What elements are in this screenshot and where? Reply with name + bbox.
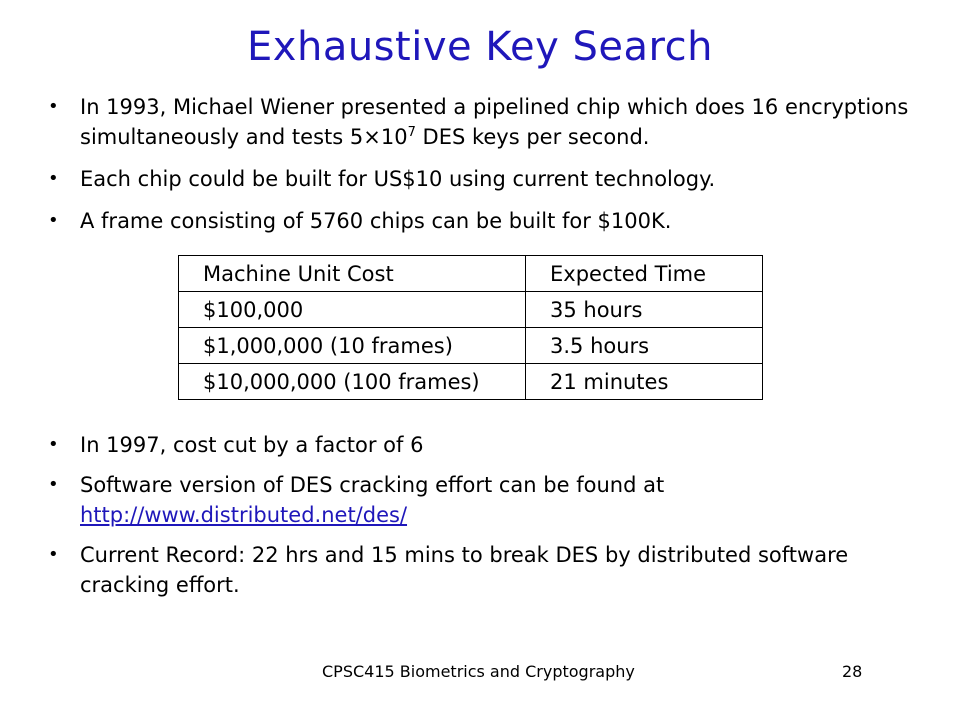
bullet-item — [46, 540, 926, 600]
bullet-dot-icon: • — [48, 210, 59, 231]
bullet-item — [46, 430, 926, 460]
bullet-item — [46, 164, 926, 194]
table-row — [179, 364, 763, 400]
power-base: 10 — [380, 125, 408, 149]
table-cell: $100,000 — [179, 292, 526, 328]
bullet-text: Each chip could be built for US$10 using current technology. — [80, 167, 716, 191]
bullet-dot-icon: • — [48, 168, 59, 189]
bullet-dot-icon: • — [48, 474, 59, 495]
top-bullet-list — [46, 92, 926, 236]
bullet-item — [46, 92, 926, 152]
bullet-text: In 1997, cost cut by a factor of 6 — [80, 433, 424, 457]
bullet-dot-icon: • — [48, 544, 59, 565]
bottom-bullet-list — [46, 430, 926, 600]
cost-table — [178, 255, 763, 400]
bullet-item — [46, 470, 926, 530]
bullet-text: A frame consisting of 5760 chips can be built for $100K. — [80, 209, 672, 233]
bullet-text-part: DES keys per second. — [415, 125, 650, 149]
bullet-text: Software version of DES cracking effort can be found at — [80, 473, 665, 497]
bullet-text: Current Record: 22 hrs and 15 mins to break DES by distributed software cracking effort. — [80, 543, 849, 597]
bullet-dot-icon: • — [48, 96, 59, 117]
table-cell: 35 hours — [526, 292, 763, 328]
times-sign: × — [363, 125, 381, 149]
table-row — [179, 328, 763, 364]
bullet-item — [46, 206, 926, 236]
bullet-dot-icon: • — [48, 434, 59, 455]
table-header-cell: Expected Time — [526, 256, 763, 292]
table-cell: $1,000,000 (10 frames) — [179, 328, 526, 364]
table-header-row — [179, 256, 763, 292]
table-cell: 21 minutes — [526, 364, 763, 400]
table-cell: 3.5 hours — [526, 328, 763, 364]
bullet-text-part: In 1993, Michael Wiener presented a pipelined chip which does 16 encryptions simultaneously and tests 5 — [80, 95, 909, 149]
table-row — [179, 292, 763, 328]
table-cell: $10,000,000 (100 frames) — [179, 364, 526, 400]
des-link[interactable]: http://www.distributed.net/des/ — [80, 503, 408, 527]
page-number: 28 — [842, 662, 863, 681]
table-header-cell: Machine Unit Cost — [179, 256, 526, 292]
slide-title: Exhaustive Key Search — [247, 24, 713, 70]
footer-course-title: CPSC415 Biometrics and Cryptography — [322, 662, 635, 681]
power-exponent: 7 — [407, 125, 416, 140]
